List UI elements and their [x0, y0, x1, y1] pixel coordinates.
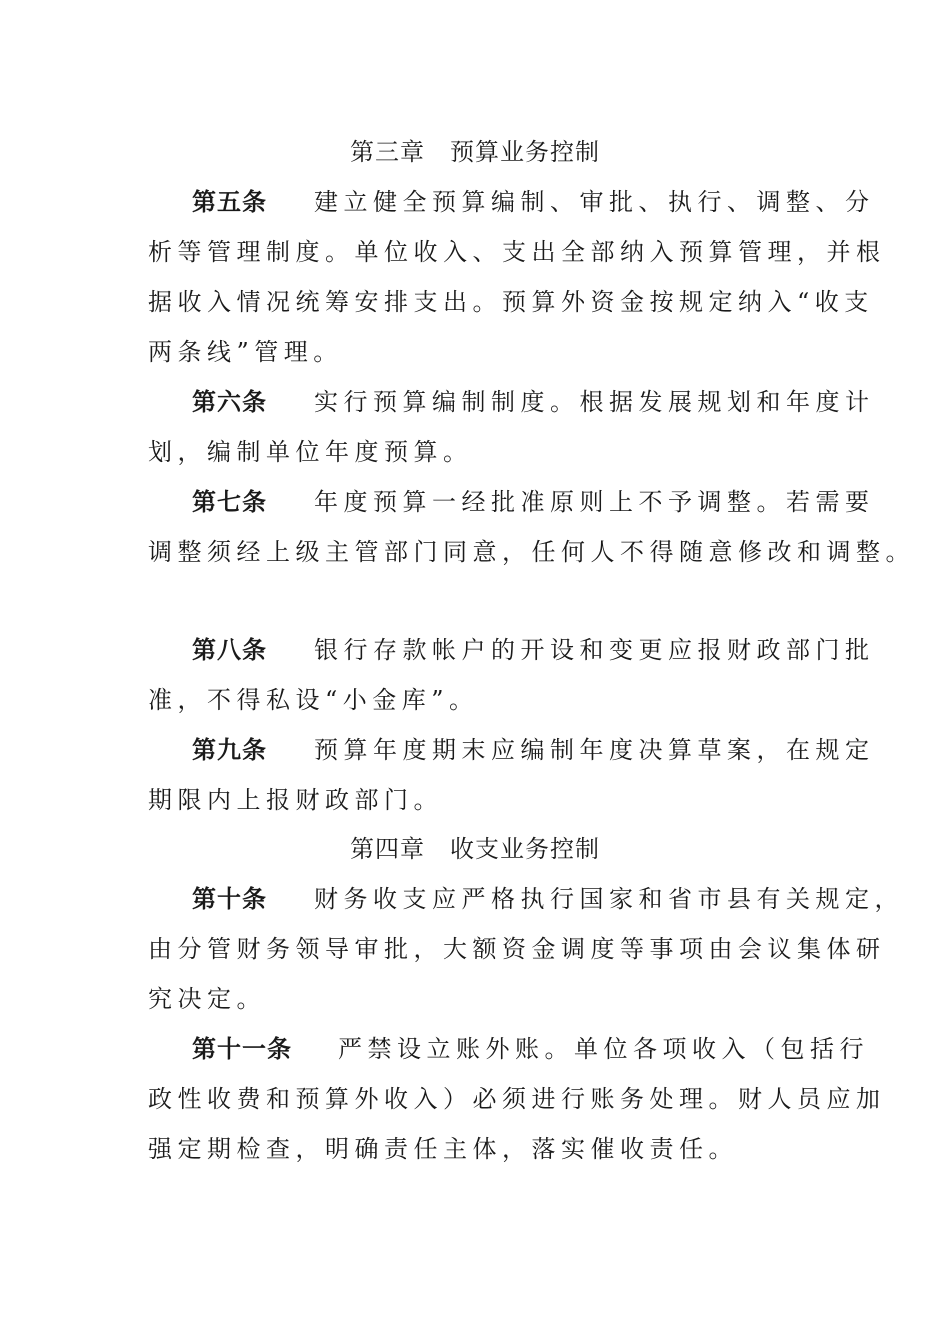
article-11-label: 第十一条 — [192, 1035, 292, 1063]
article-7-label: 第七条 — [192, 488, 267, 516]
chapter-3-title: 第三章 预算业务控制 — [350, 138, 600, 166]
article-5-line-2: 析等管理制度。单位收入、支出全部纳入预算管理，并根 — [148, 238, 886, 266]
article-8-line-2: 准，不得私设“小金库”。 — [148, 686, 479, 714]
article-11-line-2: 政性收费和预算外收入）必须进行账务处理。财人员应加 — [148, 1085, 886, 1113]
article-5-line-3: 据收入情况统筹安排支出。预算外资金按规定纳入“收支 — [148, 288, 874, 316]
article-10-line-1: 第十条 财务收支应严格执行国家和省市县有关规定， — [192, 885, 904, 913]
article-10-line-3: 究决定。 — [148, 985, 266, 1013]
article-8-label: 第八条 — [192, 636, 267, 664]
article-9-line-1: 第九条 预算年度期末应编制年度决算草案，在规定 — [192, 736, 875, 764]
article-6-label: 第六条 — [192, 388, 267, 416]
article-11-line-1: 第十一条 严禁设立账外账。单位各项收入（包括行 — [192, 1035, 869, 1063]
article-7-line-1: 第七条 年度预算一经批准原则上不予调整。若需要 — [192, 488, 875, 516]
article-6-line-2: 划，编制单位年度预算。 — [148, 438, 473, 466]
article-7-line-2: 调整须经上级主管部门同意，任何人不得随意修改和调整。 — [148, 538, 915, 566]
article-9-line-2: 期限内上报财政部门。 — [148, 786, 443, 814]
article-8-line-1: 第八条 银行存款帐户的开设和变更应报财政部门批 — [192, 636, 875, 664]
article-11-line-3: 强定期检查，明确责任主体，落实催收责任。 — [148, 1135, 738, 1163]
article-5-line-1: 第五条 建立健全预算编制、审批、执行、调整、分 — [192, 188, 875, 216]
chapter-4-title: 第四章 收支业务控制 — [350, 835, 600, 863]
article-9-label: 第九条 — [192, 736, 267, 764]
article-5-label: 第五条 — [192, 188, 267, 216]
article-5-line-4: 两条线”管理。 — [148, 338, 343, 366]
article-10-line-2: 由分管财务领导审批，大额资金调度等事项由会议集体研 — [148, 935, 886, 963]
article-6-line-1: 第六条 实行预算编制制度。根据发展规划和年度计 — [192, 388, 875, 416]
article-10-label: 第十条 — [192, 885, 267, 913]
